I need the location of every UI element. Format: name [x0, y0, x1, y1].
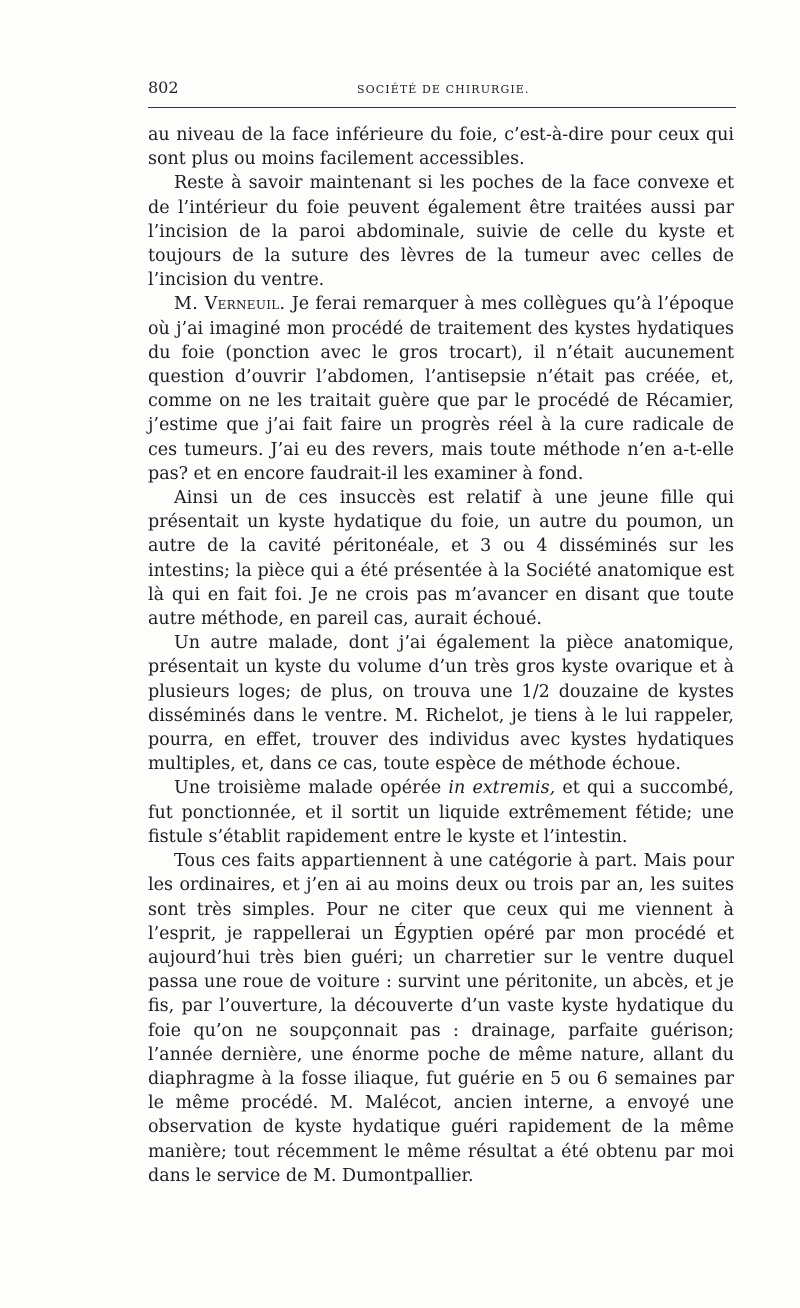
- paragraph-2: Reste à savoir maintenant si les poches de la face convexe et de l’intérieur du foie peuvent également être traitées aussi par l’incision de la paroi abdominale, suivie de celle du kyste et toujours de la suture des lèvres de la tumeur avec celles de l’incision du ventre.: [148, 173, 734, 291]
- body-text: [148, 123, 734, 1188]
- speaker-name: M. Verneuil.: [174, 294, 286, 315]
- paragraph-1: au niveau de la face inférieure du foie, c’est-à-dire pour ceux qui sont plus ou moins facilement accessibles.: [148, 125, 734, 170]
- paragraph-6-end: et qui a succombé, fut ponctionnée, et il sortit un liquide extrêmement fétide; une fistule s’établit rapidement entre le kyste et l’intestin.: [148, 778, 734, 847]
- page-number: 802: [148, 78, 179, 97]
- paragraph-6-start: Une troisième malade opérée: [174, 778, 442, 799]
- paragraph-5: Un autre malade, dont j’ai également la pièce anatomique, présentait un kyste du volume d’un très gros kyste ovarique et à plusieurs loges; de plus, on trouva une 1/2 douzaine de kystes disséminés dans le ventre. M. Richelot, je tiens à le lui rappeler, pourra, en effet, trouver des individus avec kystes hydatiques multiples, et, dans ce cas, toute espèce de méthode échoue.: [148, 633, 734, 775]
- paragraph-3-text: Je ferai remarquer à mes collègues qu’à l’époque où j’ai imaginé mon procédé de traitement des kystes hydatiques du foie (ponction avec le gros trocart), il n’était aucunement question d’ouvrir l’abdomen, l’antisepsie n’était pas créée, et, comme on ne les traitait guère que par le procédé de Récamier, j’estime que j’ai fait faire un progrès réel à la cure radicale de ces tumeurs. J’ai eu des revers, mais toute méthode n’en a-t-elle pas? et en encore faudrait-il les examiner à fond.: [148, 294, 734, 484]
- header-rule: [148, 107, 736, 108]
- paragraph-4: Ainsi un de ces insuccès est relatif à une jeune fille qui présentait un kyste hydatique du foie, un autre du poumon, un autre de la cavité péritonéale, et 3 ou 4 disséminés sur les intestins; la pièce qui a été présentée à la Société anatomique est là qui en fait foi. Je ne crois pas m’avancer en disant que toute autre méthode, en pareil cas, aurait échoué.: [148, 488, 734, 630]
- paragraph-3: [148, 292, 734, 486]
- paragraph-6: [148, 776, 734, 849]
- latin-phrase: in extremis,: [448, 778, 556, 799]
- paragraph-7: Tous ces faits appartiennent à une catégorie à part. Mais pour les ordinaires, et j’en ai au moins deux ou trois par an, les suites sont très simples. Pour ne citer que ceux qui me viennent à l’esprit, je rappellerai un Égyptien opéré par mon procédé et aujourd’hui très bien guéri; un charretier sur le ventre duquel passa une roue de voiture : survint une péritonite, un abcès, et je fis, par l’ouverture, la découverte d’un vaste kyste hydatique du foie qu’on ne soupçonnait pas : drainage, parfaite guérison; l’année dernière, une énorme poche de même nature, allant du diaphragme à la fosse iliaque, fut guérie en 5 ou 6 semaines par le même procédé. M. Malécot, ancien interne, a envoyé une observation de kyste hydatique guéri rapidement de la même manière; tout récemment le même résultat a été obtenu par moi dans le service de M. Dumontpallier.: [148, 851, 734, 1186]
- running-title: SOCIÉTÉ DE CHIRURGIE.: [357, 83, 530, 96]
- page-header: [148, 80, 734, 100]
